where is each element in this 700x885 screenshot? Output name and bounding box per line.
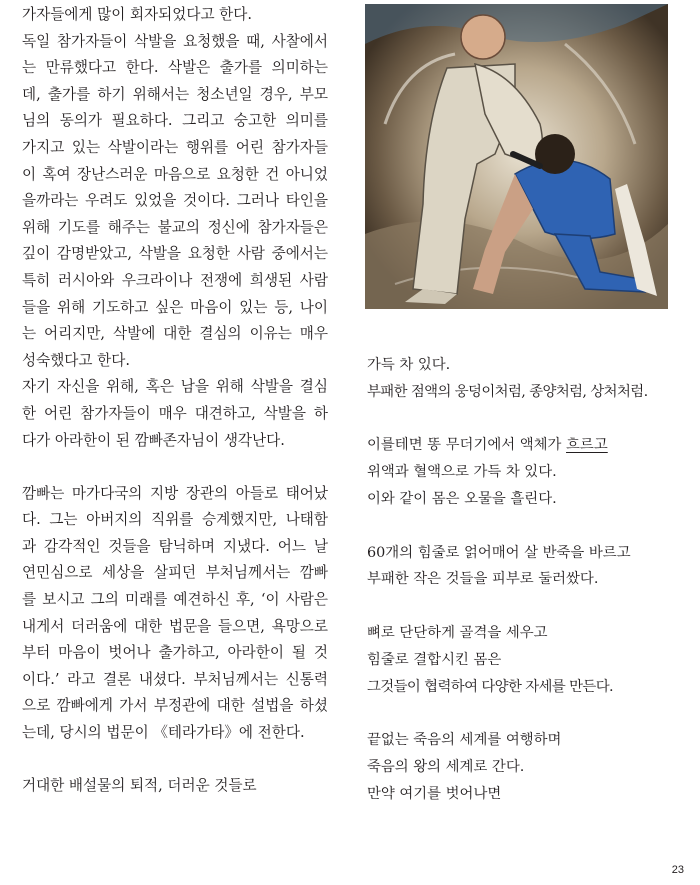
underlined-word: 흐르고 bbox=[566, 437, 608, 454]
paragraph-gap bbox=[22, 454, 328, 481]
paragraph-gap bbox=[22, 747, 328, 774]
body-text-line: 는 만류했다고 한다. 삭발은 출가를 의미하는 bbox=[22, 59, 328, 77]
page-number: 23 bbox=[671, 864, 684, 876]
stanza-gap bbox=[367, 406, 677, 433]
photo-head-shaving bbox=[365, 4, 668, 309]
verse-line: 부패한 작은 것들을 피부로 둘러쌌다. bbox=[367, 571, 599, 588]
body-text-line: 깊이 감명받았고, 삭발을 요청한 사람 중에서는 bbox=[22, 245, 328, 263]
body-text-line: 위해 기도를 해주는 불교의 정신에 참가자들은 bbox=[22, 218, 328, 236]
verse-line bbox=[367, 432, 677, 459]
body-text-line: 이다.’ 라고 결론 내셨다. 부처님께서는 신통력 bbox=[22, 670, 328, 688]
verse-line: 힘줄로 결합시킨 몸은 bbox=[367, 651, 502, 668]
verse-line: 부패한 점액의 웅덩이처럼, 종양처럼, 상처처럼. bbox=[367, 383, 648, 400]
verse-line: 가득 차 있다. bbox=[367, 357, 451, 373]
body-text-line: 들을 위해 기도하고 싶은 마음이 있는 등, 나이 bbox=[22, 298, 328, 316]
stanza-gap bbox=[367, 513, 677, 540]
body-text-line: 성숙했다고 한다. bbox=[22, 351, 130, 369]
body-text-line: 을까라는 우려도 있었을 것이다. 그러나 타인을 bbox=[22, 192, 328, 210]
body-text-line: 연민심으로 세상을 살피던 부처님께서는 깜빠 bbox=[22, 564, 328, 582]
body-text-line: 님의 동의가 필요하다. 그리고 숭고한 의미를 bbox=[22, 112, 328, 130]
body-text-line: 다. 그는 아버지의 직위를 승계했지만, 나태함 bbox=[22, 511, 328, 529]
verse-line: 끝없는 죽음의 세계를 여행하며 bbox=[367, 732, 562, 749]
body-text-line: 내게서 더러움에 대한 법문을 들으면, 욕망으로 bbox=[22, 617, 328, 635]
photo-illustration bbox=[365, 4, 668, 309]
right-verse-column bbox=[367, 352, 677, 808]
verse-line: 60개의 힘줄로 얽어매어 살 반죽을 바르고 bbox=[367, 544, 631, 561]
body-text-line: 한 어린 참가자들이 매우 대견하고, 삭발을 하 bbox=[22, 404, 328, 422]
verse-text: 이를테면 똥 무더기에서 액체가 흐르고 bbox=[367, 437, 608, 454]
verse-line: 죽음의 왕의 세계로 간다. bbox=[367, 758, 525, 775]
body-text-line: 자기 자신을 위해, 혹은 남을 위해 삭발을 결심 bbox=[22, 378, 328, 396]
body-text-line: 데, 출가를 하기 위해서는 청소년일 경우, 부모 bbox=[22, 85, 328, 103]
verse-line: 그것들이 협력하여 다양한 자세를 만든다. bbox=[367, 678, 613, 695]
stanza-gap bbox=[367, 700, 677, 727]
verse-line: 만약 여기를 벗어나면 bbox=[367, 785, 502, 802]
body-text-line: 는 어리지만, 삭발에 대한 결심의 이유는 매우 bbox=[22, 325, 328, 343]
body-text-line: 독일 참가자들이 삭발을 요청했을 때, 사찰에서 bbox=[22, 32, 328, 50]
body-text-line: 는데, 당시의 법문이 《테라가타》에 전한다. bbox=[22, 724, 305, 742]
body-text-line: 가자들에게 많이 회자되었다고 한다. bbox=[22, 6, 253, 23]
body-text-line: 으로 깜빠에게 가서 부정관에 대한 설법을 하셨 bbox=[22, 697, 328, 715]
body-text-line: 특히 러시아와 우크라이나 전쟁에 희생된 사람 bbox=[22, 271, 328, 289]
body-text-line: 거대한 배설물의 퇴적, 더러운 것들로 bbox=[22, 777, 257, 795]
body-text-line: 이 혹여 장난스러운 마음으로 요청한 건 아니었 bbox=[22, 165, 328, 183]
verse-line: 위액과 혈액으로 가득 차 있다. bbox=[367, 464, 557, 481]
body-text-line: 가지고 있는 삭발이라는 행위를 어린 참가자들 bbox=[22, 138, 328, 156]
verse-line: 뼈로 단단하게 골격을 세우고 bbox=[367, 624, 548, 641]
body-text-line: 과 감각적인 것들을 탐닉하며 지냈다. 어느 날 bbox=[22, 537, 328, 555]
body-text-line: 깜빠는 마가다국의 지방 장관의 아들로 태어났 bbox=[22, 484, 328, 502]
verse-line: 이와 같이 몸은 오물을 흘린다. bbox=[367, 490, 557, 507]
body-text-line: 부터 마음이 벗어나 출가하고, 아라한이 될 것 bbox=[22, 644, 328, 662]
stanza-gap bbox=[367, 593, 677, 620]
body-text-line: 를 보시고 그의 미래를 예견하신 후, ‘이 사람은 bbox=[22, 591, 328, 609]
body-text-line: 다가 아라한이 된 깜빠존자님이 생각난다. bbox=[22, 431, 285, 449]
left-text-column bbox=[22, 2, 328, 800]
